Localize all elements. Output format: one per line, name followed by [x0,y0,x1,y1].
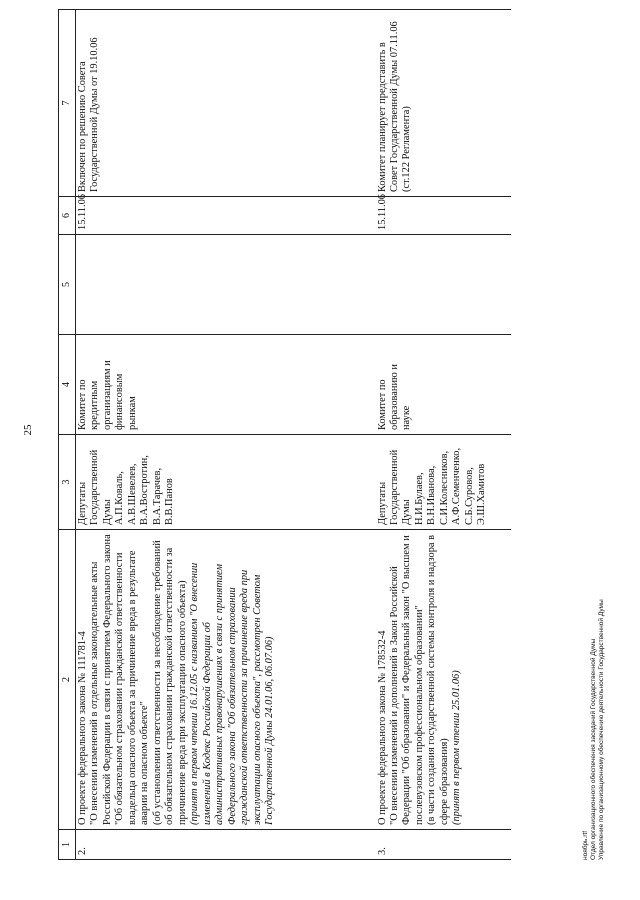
author-line: А.В.Шевелев, [126,463,138,525]
column-header: 3 [59,435,76,530]
footer-department: Отдел организационного обеспечения заседаний Государственной Думы [590,638,598,860]
author-line: Депутаты Государственной Думы [376,449,413,525]
column-header: 2 [59,530,76,830]
column-5-cell [76,235,376,335]
column-header: 1 [59,830,76,860]
author-line: Э.Ш.Хамитов [476,463,488,525]
column-number-row [59,10,76,860]
bill-scope: (в части создания государственной системы контроля и надзора в сфере образования) [426,534,450,825]
footer-filename: ноябрь.rtf [582,830,589,860]
bill-description [376,530,511,830]
author-line: С.Б.Суровов, [463,467,475,525]
bill-subject: "О внесении изменений в отдельные законодательные акты Российской Федерации в связи с принятием Федерального закона "Об обязательном страховании гражданской ответственности владельца опасного объекта за причинение вреда в результате аварии на опасном объекте" [89,534,151,825]
page-number: 25 [22,424,34,436]
author-line: Н.И.Булаев, [413,472,425,525]
bill-reading-note: (принят в первом чтении 25.01.06) [451,670,463,825]
table-row [376,10,511,860]
column-header: 7 [59,10,76,197]
author-line: Депутаты Государственной Думы [77,449,113,525]
author-line: С.И.Колесников, [438,450,450,525]
author-line: В.В.Панов [164,478,176,525]
column-header: 6 [59,197,76,235]
row-number: 2. [76,830,376,860]
table-row [76,10,376,860]
author-line: А.Ф.Семенченко, [451,447,463,525]
author-line: А.П.Коваль, [114,471,126,525]
bill-subject: "О внесении изменений и дополнений в Закон Российской Федерации "Об образовании" и Федеральный закон "О высшем и послевузовском профессиональном образовании" [388,535,425,825]
author-line: В.А.Тарачев, [151,467,163,525]
bill-reading-note: (принят в первом чтении 16.12.05 с названием "О внесении изменений в Кодекс Российской Федерации об административных правонарушениях в связи с принятием Федерального закона "Об обязательном страховании гражданской ответственности за причинение вреда при эксплуатации опасного объекта", рассмотрен Советом Государственной Думы 24.01.06, 06.07.06) [189,562,276,825]
author-line: В.А.Востротин, [139,455,151,525]
author-line: В.Н.Иванова, [426,465,438,525]
bill-title: О проекте федерального закона № 178532-4 [376,630,388,825]
responsible-committee: Комитет по кредитным организациям и финансовым рынкам [76,335,376,435]
bill-description [76,530,376,830]
bill-title: О проекте федерального закона № 111781-4 [77,631,88,825]
column-header: 4 [59,335,76,435]
note-cell: Включен по решению Совета Государственной Думы от 19.10.06 [76,10,376,197]
date-cell: 15.11.06 [376,197,511,235]
note-cell: Комитет планирует представить в Совет Государственной Думы 07.11.06 (ст.122 Регламента) [376,10,511,197]
responsible-committee: Комитет по образованию и науке [376,335,511,435]
agenda-table [58,9,511,860]
page-footer [582,599,606,860]
column-header: 5 [59,235,76,335]
column-5-cell [376,235,511,335]
bill-authors [76,435,376,530]
row-number: 3. [376,830,511,860]
footer-directorate: Управление по организационному обеспечению деятельности Государственной Думы [598,599,606,860]
date-cell: 15.11.06 [76,197,376,235]
bill-authors [376,435,511,530]
bill-scope: (об установлении ответственности за несоблюдение требований об обязательном страховании гражданской ответственности за причинение вреда при эксплуатации опасного объекта) [151,540,188,825]
